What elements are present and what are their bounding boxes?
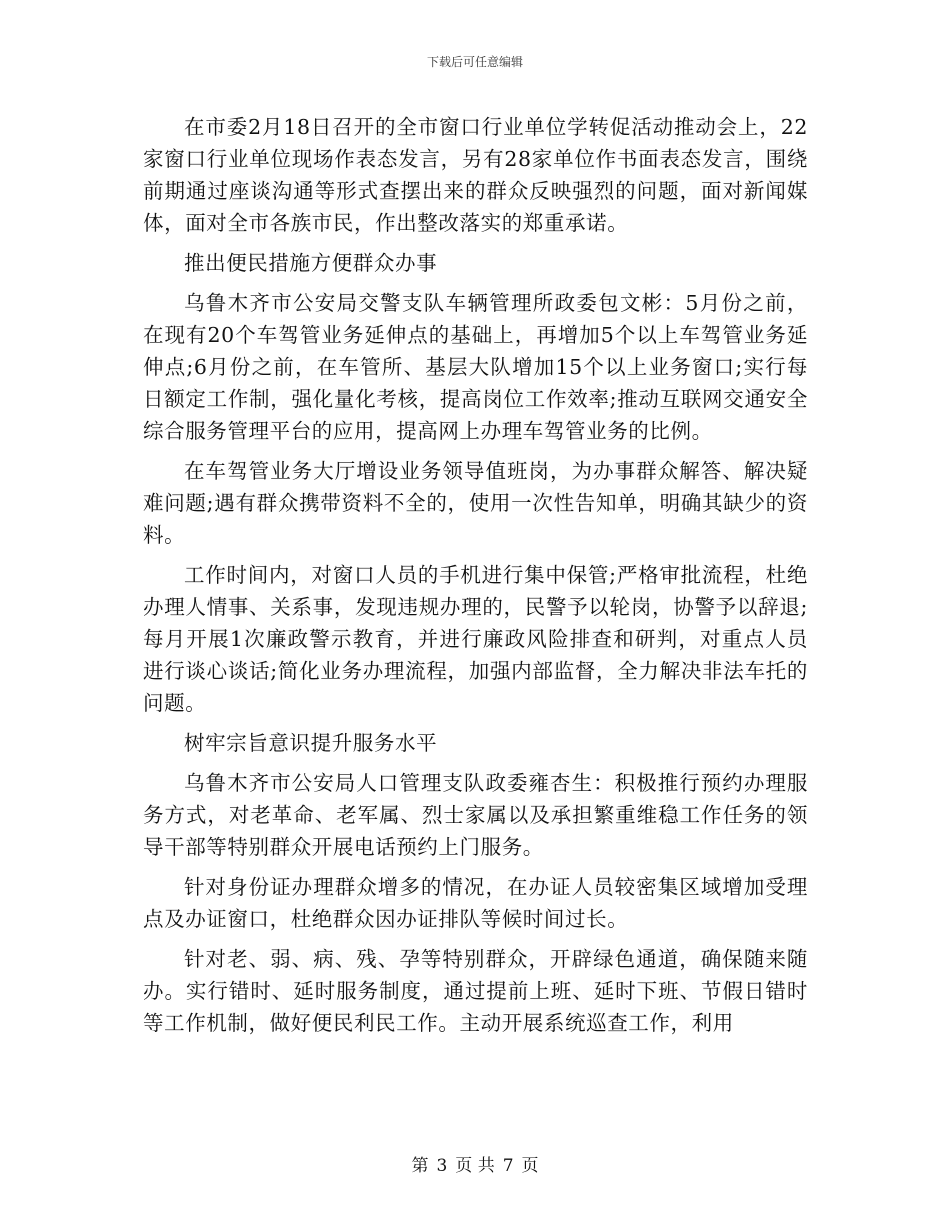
- paragraph-1: 在市委2月18日召开的全市窗口行业单位学转促活动推动会上，22家窗口行业单位现场作表态发言，另有28家单位作书面表态发言，围绕前期通过座谈沟通等形式查摆出来的群众反映强烈的问题，面对新闻媒体，面对全市各族市民，作出整改落实的郑重承诺。: [143, 115, 808, 235]
- paragraph-6: 针对身份证办理群众增多的情况，在办证人员较密集区域增加受理点及办证窗口，杜绝群众因办证排队等候时间过长。: [143, 875, 808, 931]
- page-footer: [0, 1156, 950, 1176]
- total-pages-number: 7: [502, 1156, 514, 1176]
- paragraph-5: 乌鲁木齐市公安局人口管理支队政委雍杏生：积极推行预约办理服务方式，对老革命、老军属、烈士家属以及承担繁重维稳工作任务的领导干部等特别群众开展电话预约上门服务。: [143, 771, 808, 859]
- current-page-number: 3: [436, 1156, 448, 1176]
- page-label-suffix: 页: [521, 1156, 539, 1176]
- section-heading-2: 树牢宗旨意识提升服务水平: [184, 731, 438, 755]
- paragraph-7: 针对老、弱、病、残、孕等特别群众，开辟绿色通道，确保随来随办。实行错时、延时服务制度，通过提前上班、延时下班、节假日错时等工作机制，做好便民利民工作。主动开展系统巡查工作，利用: [143, 947, 808, 1035]
- document-body: [143, 111, 808, 1047]
- paragraph-3: 在车驾管业务大厅增设业务领导值班岗，为办事群众解答、解决疑难问题;遇有群众携带资料不全的，使用一次性告知单，明确其缺少的资料。: [143, 459, 808, 547]
- section-heading-1: 推出便民措施方便群众办事: [184, 251, 438, 275]
- paragraph-2: 乌鲁木齐市公安局交警支队车辆管理所政委包文彬：5月份之前，在现有20个车驾管业务延伸点的基础上，再增加5个以上车驾管业务延伸点;6月份之前，在车管所、基层大队增加15个以上业务窗口;实行每日额定工作制，强化量化考核，提高岗位工作效率;推动互联网交通安全综合服务管理平台的应用，提高网上办理车驾管业务的比例。: [143, 291, 808, 443]
- page-label-prefix: 第: [411, 1156, 429, 1176]
- paragraph-4: 工作时间内，对窗口人员的手机进行集中保管;严格审批流程，杜绝办理人情事、关系事，发现违规办理的，民警予以轮岗，协警予以辞退;每月开展1次廉政警示教育，并进行廉政风险排查和研判，对重点人员进行谈心谈话;简化业务办理流程，加强内部监督，全力解决非法车托的问题。: [143, 563, 808, 715]
- page-header-note: 下载后可任意编辑: [426, 55, 523, 69]
- page-label-mid: 页 共: [455, 1156, 495, 1176]
